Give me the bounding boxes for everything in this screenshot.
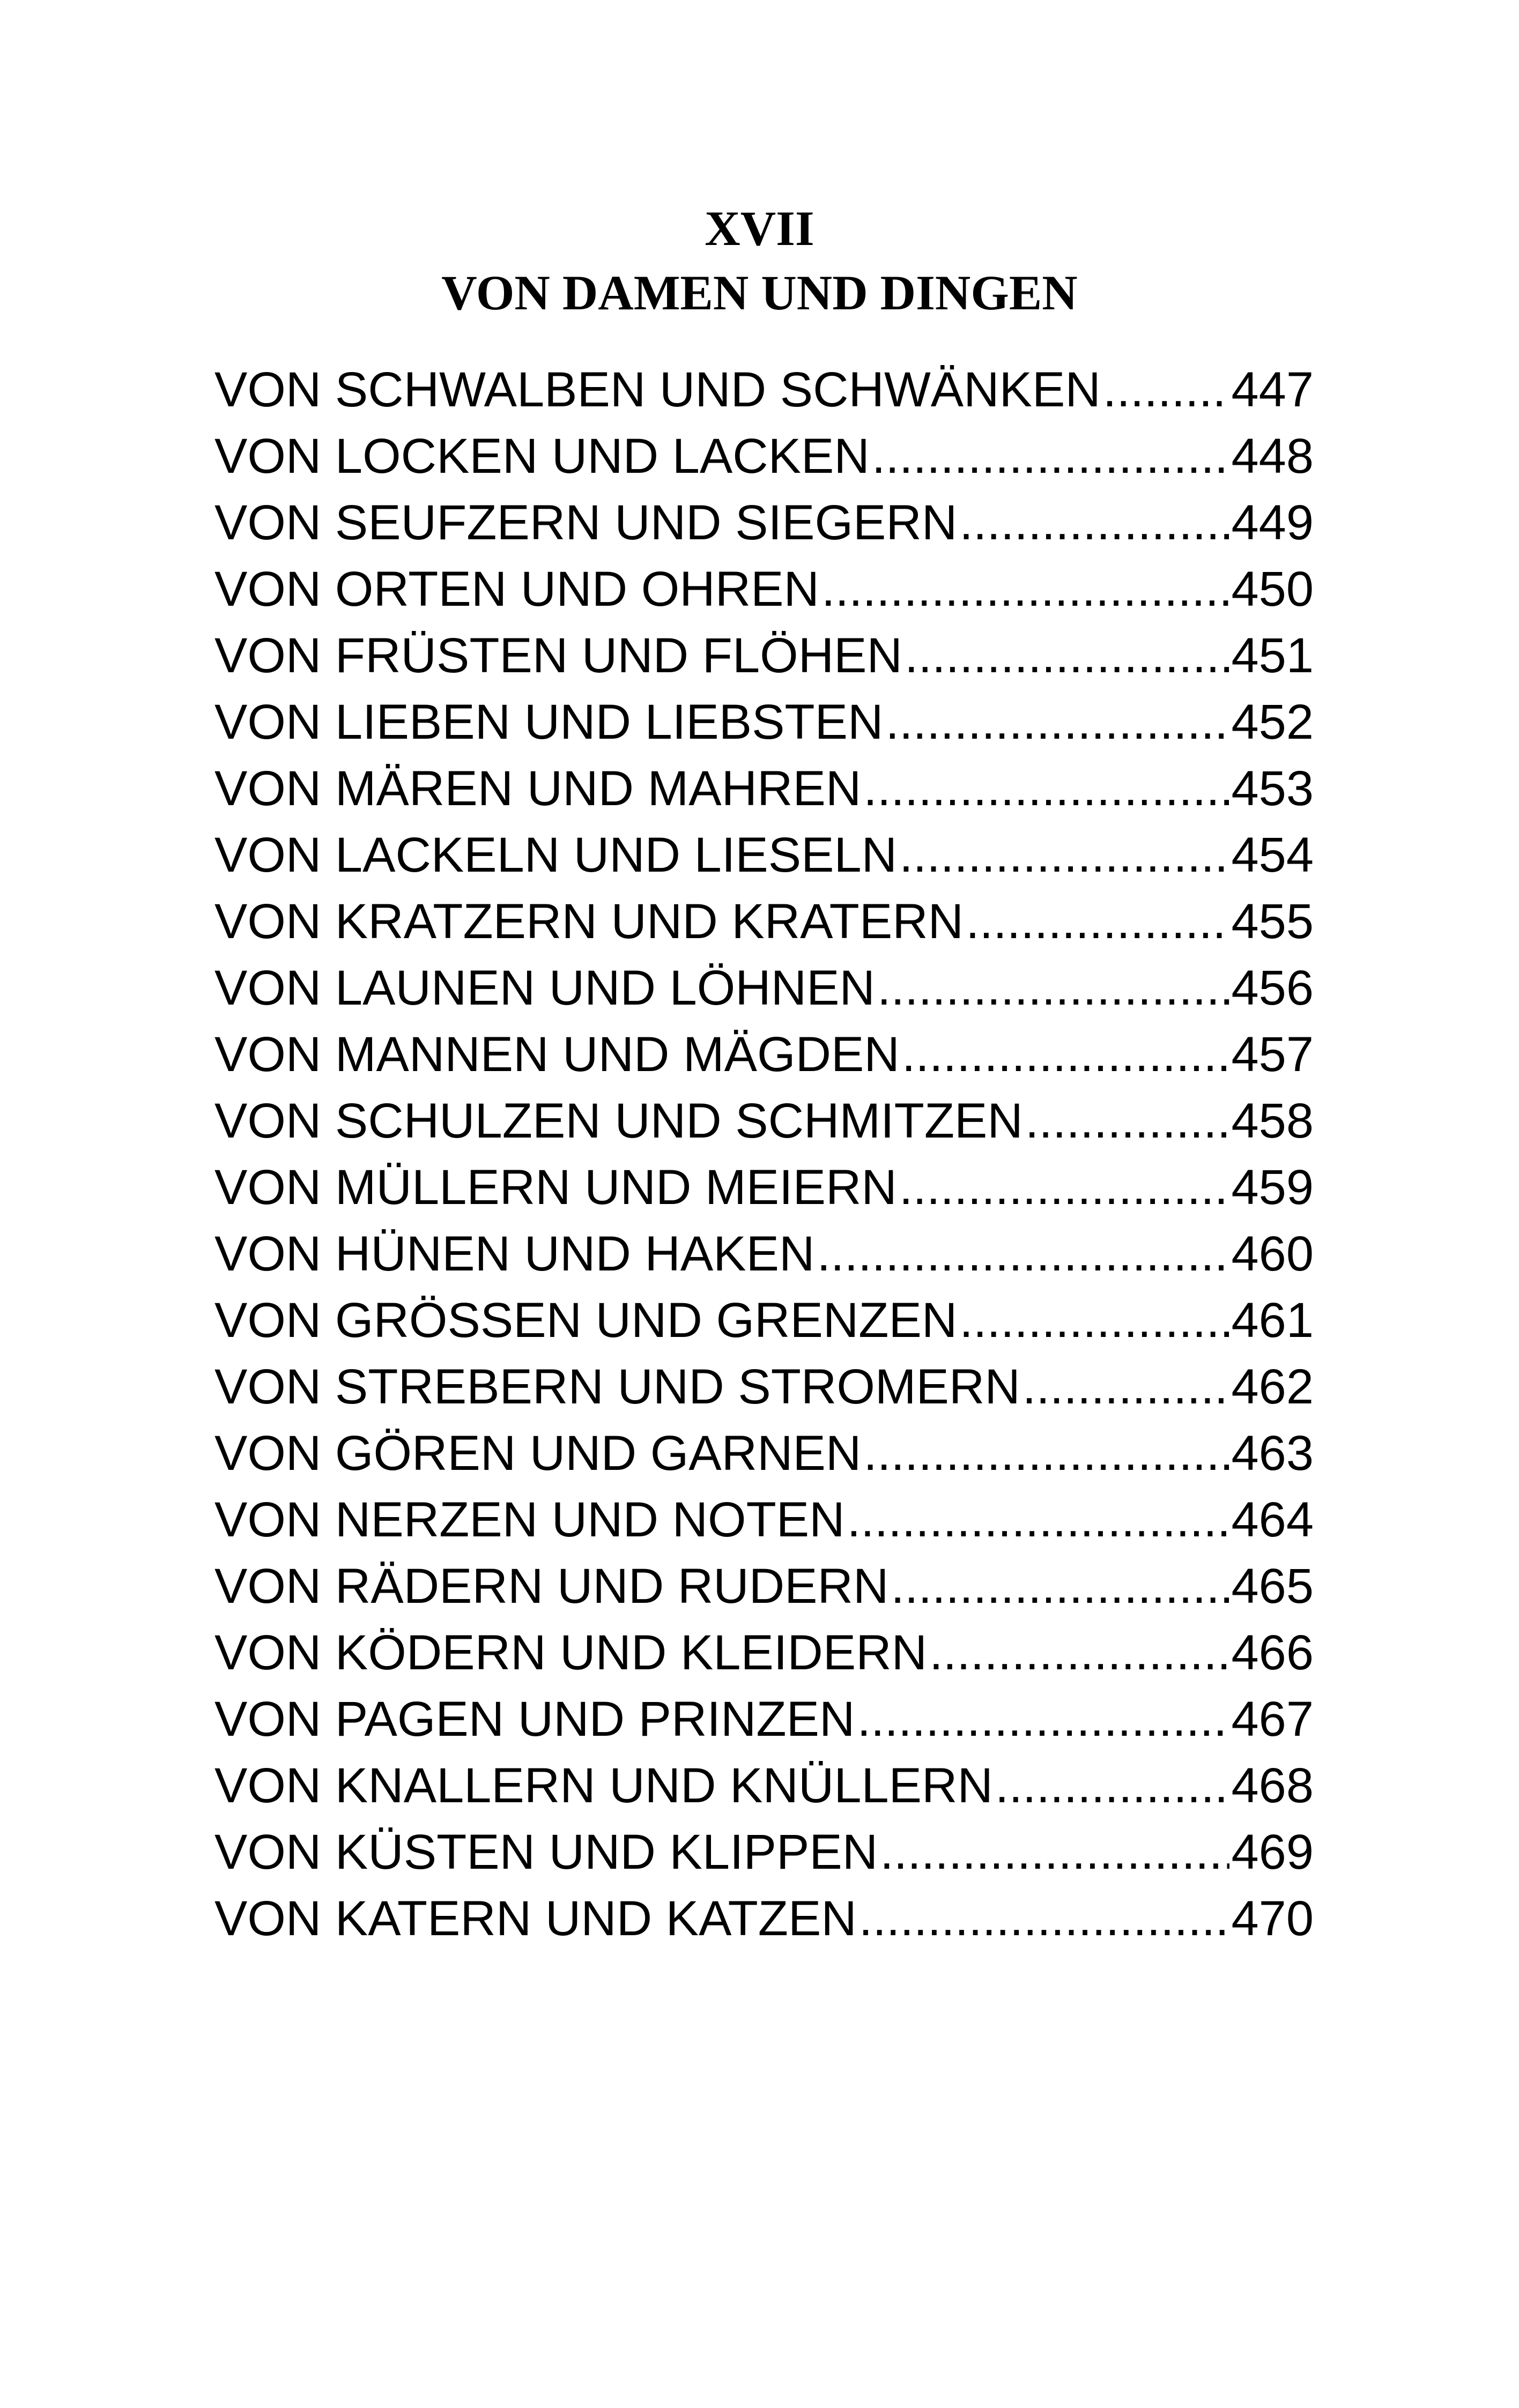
- toc-entry-title: VON KÖDERN UND KLEIDERN: [214, 1625, 928, 1680]
- toc-entry-page-number: 464: [1231, 1492, 1314, 1547]
- toc-entry[interactable]: [214, 1487, 1314, 1553]
- toc-entry[interactable]: [214, 1686, 1314, 1752]
- toc-entry-page-number: 465: [1231, 1559, 1314, 1614]
- toc-entry-title: VON LACKELN UND LIESELN: [214, 828, 898, 882]
- toc-entry[interactable]: [214, 423, 1314, 489]
- chapter-number: XVII: [705, 201, 814, 256]
- toc-entry[interactable]: [214, 1154, 1314, 1221]
- dot-leader: [863, 1420, 1229, 1487]
- toc-entry-page-number: 460: [1231, 1227, 1314, 1281]
- dot-leader: [899, 1154, 1229, 1221]
- toc-entry[interactable]: [214, 1221, 1314, 1287]
- toc-entry-page-number: 450: [1231, 562, 1314, 616]
- chapter-title: VON DAMEN UND DINGEN: [441, 265, 1078, 320]
- toc-entry[interactable]: [214, 1619, 1314, 1686]
- toc-entry-title: VON KRATZERN UND KRATERN: [214, 894, 964, 949]
- toc-entry-title: VON MÜLLERN UND MEIERN: [214, 1160, 897, 1215]
- toc-entry-title: VON SCHWALBEN UND SCHWÄNKEN: [214, 362, 1101, 417]
- toc-entry-title: VON LAUNEN UND LÖHNEN: [214, 961, 875, 1015]
- dot-leader: [859, 1885, 1229, 1952]
- toc-entry-title: VON FRÜSTEN UND FLÖHEN: [214, 628, 902, 683]
- dot-leader: [905, 622, 1229, 689]
- toc-entry[interactable]: [214, 1354, 1314, 1420]
- toc-entry[interactable]: [214, 489, 1314, 556]
- toc-entry[interactable]: [214, 1553, 1314, 1619]
- toc-entry-page-number: 448: [1231, 429, 1314, 484]
- toc-entry-title: VON MANNEN UND MÄGDEN: [214, 1027, 900, 1082]
- toc-entry-page-number: 453: [1231, 761, 1314, 816]
- toc-entry-title: VON STREBERN UND STROMERN: [214, 1359, 1020, 1414]
- toc-entry-title: VON PAGEN UND PRINZEN: [214, 1692, 855, 1746]
- toc-entry-title: VON KÜSTEN UND KLIPPEN: [214, 1825, 878, 1879]
- toc-entry-page-number: 449: [1231, 495, 1314, 550]
- dot-leader: [880, 1819, 1229, 1885]
- toc-entry-page-number: 461: [1231, 1293, 1314, 1348]
- toc-entry[interactable]: [214, 1752, 1314, 1819]
- dot-leader: [1025, 1088, 1229, 1154]
- dot-leader: [1022, 1354, 1229, 1420]
- toc-entry-page-number: 467: [1231, 1692, 1314, 1746]
- dot-leader: [959, 489, 1229, 556]
- toc-entry[interactable]: [214, 1287, 1314, 1354]
- dot-leader: [995, 1752, 1229, 1819]
- dot-leader: [857, 1686, 1229, 1752]
- toc-entry-page-number: 455: [1231, 894, 1314, 949]
- toc-entry-page-number: 452: [1231, 695, 1314, 749]
- toc-entry[interactable]: [214, 888, 1314, 955]
- dot-leader: [929, 1619, 1229, 1686]
- toc-entry-page-number: 451: [1231, 628, 1314, 683]
- toc-entry[interactable]: [214, 689, 1314, 755]
- toc-entry-title: VON RÄDERN UND RUDERN: [214, 1559, 889, 1614]
- dot-leader: [863, 755, 1229, 822]
- toc-entry-page-number: 454: [1231, 828, 1314, 882]
- toc-entry-title: VON SEUFZERN UND SIEGERN: [214, 495, 958, 550]
- toc-entry[interactable]: [214, 755, 1314, 822]
- dot-leader: [872, 423, 1229, 489]
- toc-entry[interactable]: [214, 1819, 1314, 1885]
- dot-leader: [959, 1287, 1229, 1354]
- dot-leader: [847, 1487, 1229, 1553]
- toc-entry-page-number: 469: [1231, 1825, 1314, 1879]
- toc-entry-title: VON MÄREN UND MAHREN: [214, 761, 862, 816]
- toc-entry-title: VON GRÖSSEN UND GRENZEN: [214, 1293, 958, 1348]
- toc-entry[interactable]: [214, 1088, 1314, 1154]
- toc-entry-page-number: 468: [1231, 1758, 1314, 1813]
- toc-entry[interactable]: [214, 556, 1314, 622]
- toc-entry[interactable]: [214, 1021, 1314, 1088]
- toc-entry[interactable]: [214, 955, 1314, 1021]
- toc-entry[interactable]: [214, 1885, 1314, 1952]
- dot-leader: [902, 1021, 1229, 1088]
- dot-leader: [1103, 356, 1229, 423]
- toc-entry-title: VON ORTEN UND OHREN: [214, 562, 819, 616]
- toc-entry-title: VON LOCKEN UND LACKEN: [214, 429, 870, 484]
- toc-entry-page-number: 458: [1231, 1094, 1314, 1148]
- toc-entry[interactable]: [214, 822, 1314, 888]
- toc-entry-page-number: 470: [1231, 1891, 1314, 1946]
- dot-leader: [899, 822, 1229, 888]
- toc-entry[interactable]: [214, 356, 1314, 423]
- dot-leader: [885, 689, 1229, 755]
- toc-entry-page-number: 463: [1231, 1426, 1314, 1481]
- toc-entry-page-number: 456: [1231, 961, 1314, 1015]
- toc-entry-page-number: 462: [1231, 1359, 1314, 1414]
- toc-entry-page-number: 457: [1231, 1027, 1314, 1082]
- toc-entry-title: VON HÜNEN UND HAKEN: [214, 1227, 815, 1281]
- toc-entry[interactable]: [214, 622, 1314, 689]
- toc-entry-title: VON KNALLERN UND KNÜLLERN: [214, 1758, 993, 1813]
- toc-entry-title: VON NERZEN UND NOTEN: [214, 1492, 845, 1547]
- toc-entry-title: VON SCHULZEN UND SCHMITZEN: [214, 1094, 1023, 1148]
- toc-entry-title: VON LIEBEN UND LIEBSTEN: [214, 695, 884, 749]
- dot-leader: [821, 556, 1229, 622]
- toc-entry-title: VON KATERN UND KATZEN: [214, 1891, 857, 1946]
- toc-entry-page-number: 447: [1231, 362, 1314, 417]
- dot-leader: [891, 1553, 1229, 1619]
- toc-entry-page-number: 459: [1231, 1160, 1314, 1215]
- toc-entry-page-number: 466: [1231, 1625, 1314, 1680]
- dot-leader: [877, 955, 1229, 1021]
- toc-entry-title: VON GÖREN UND GARNEN: [214, 1426, 862, 1481]
- table-of-contents: [214, 356, 1314, 1952]
- toc-entry[interactable]: [214, 1420, 1314, 1487]
- dot-leader: [817, 1221, 1229, 1287]
- dot-leader: [966, 888, 1229, 955]
